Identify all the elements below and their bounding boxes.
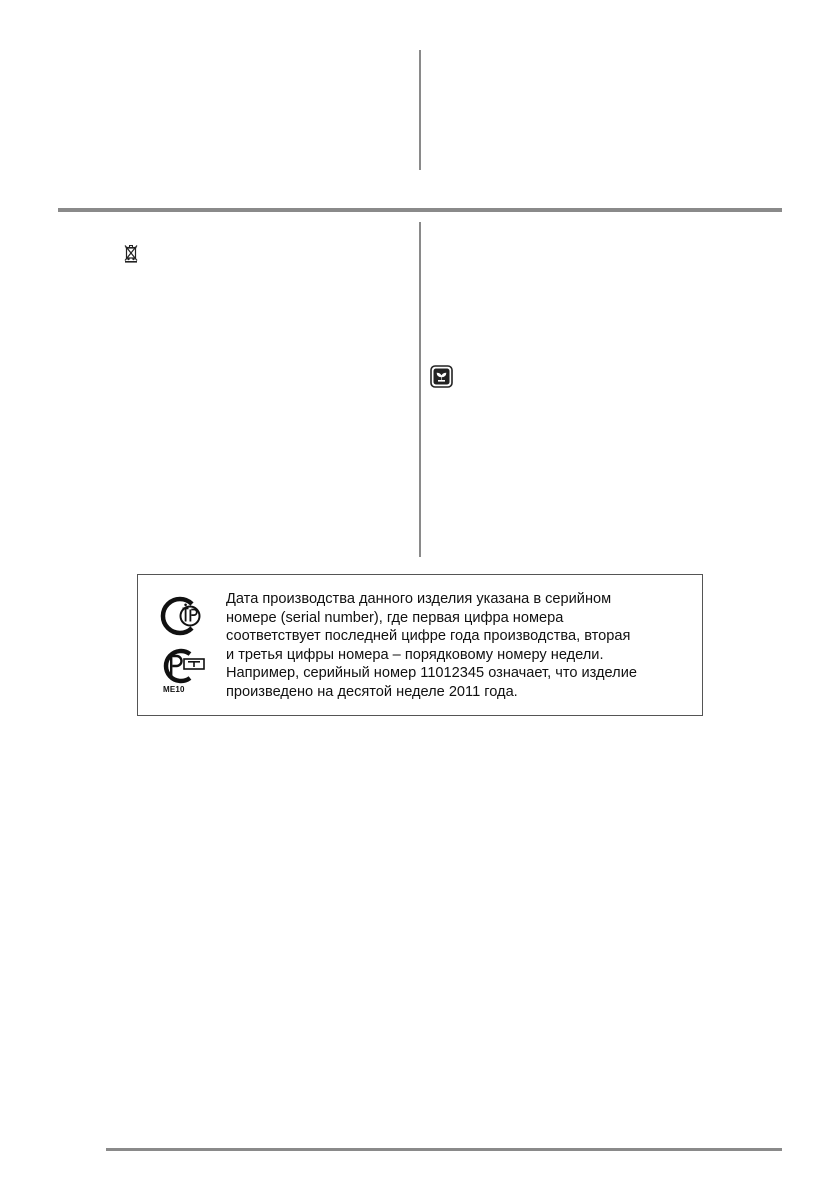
column-divider-middle	[419, 222, 421, 557]
manufacture-date-text: Дата производства данного изделия указана в серийном номере (serial number), где первая цифра номера соответствует последней цифре года производства, вторая и третья цифры номера – порядковому номеру недели. Например, серийный номер 11012345 означает, что изделие произведено на десятой неделе 2011 года.	[226, 591, 637, 700]
ctr-certification-mark	[158, 595, 208, 637]
rst-certification-mark	[158, 647, 208, 685]
footer-rule	[106, 1148, 782, 1151]
environment-symbol-icon	[430, 365, 453, 388]
section-rule	[58, 208, 782, 212]
cert-code-label: ME10	[163, 685, 185, 694]
crossed-out-bin-icon	[124, 244, 138, 263]
certification-notice	[137, 574, 703, 716]
column-divider-top	[419, 50, 421, 170]
